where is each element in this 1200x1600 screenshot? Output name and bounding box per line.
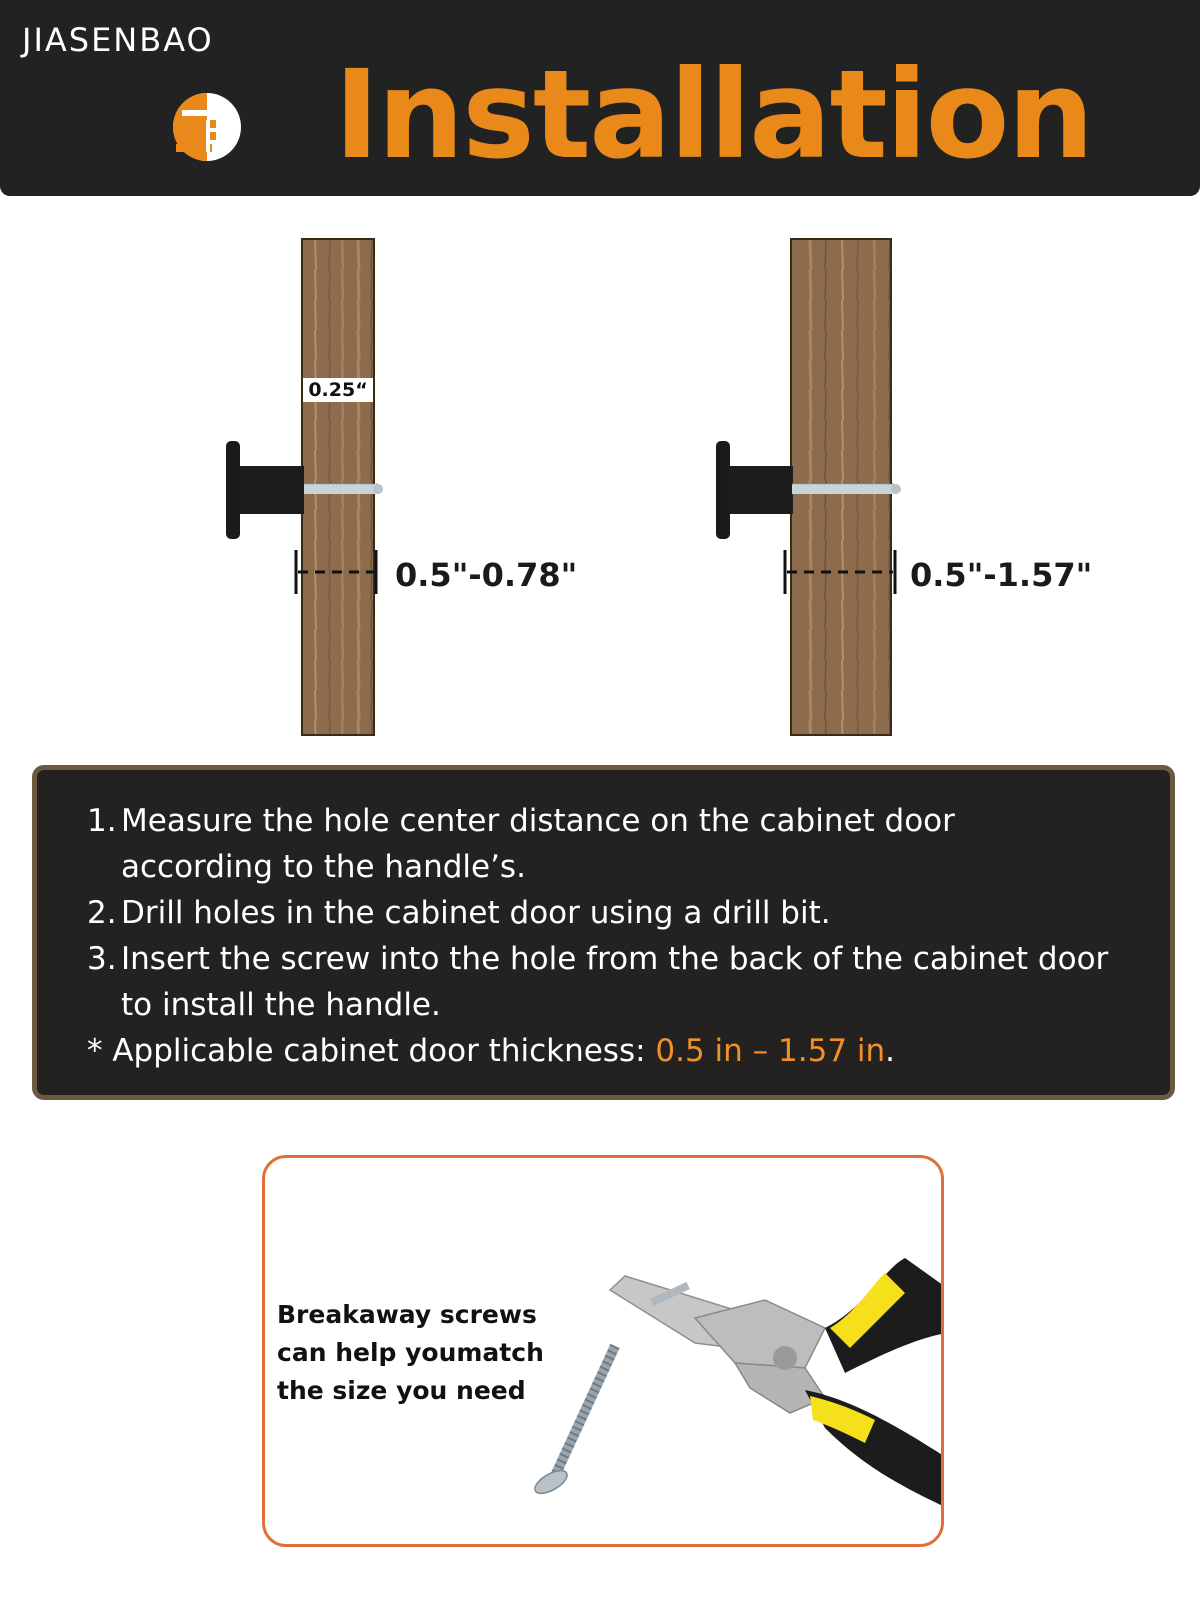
step-text-continued: to install the handle. [121, 987, 441, 1023]
dimension-marker [781, 546, 901, 606]
instructions-panel [32, 765, 1175, 1100]
screw-icon [531, 1346, 615, 1498]
note-suffix: . [885, 1033, 896, 1069]
breakaway-tip-panel [262, 1155, 944, 1547]
thickness-note [87, 1028, 1108, 1074]
tip-line: the size you need [277, 1376, 526, 1405]
step-number: 3. [87, 941, 117, 977]
step-text: Insert the screw into the hole from the back of the cabinet door [121, 941, 1109, 977]
note-highlight: 0.5 in – 1.57 in [655, 1033, 886, 1069]
step-number: 1. [87, 803, 117, 839]
step-item [87, 890, 1108, 936]
step-text: Drill holes in the cabinet door using a drill bit. [121, 895, 831, 931]
brand-logo-text: JIASENBAO [22, 21, 214, 59]
step-number: 2. [87, 895, 117, 931]
step-item [87, 798, 1108, 890]
step-item [87, 936, 1108, 1028]
tip-line: can help youmatch [277, 1338, 544, 1367]
steps-list [87, 798, 1108, 1074]
screw-gap-label: 0.25“ [303, 378, 373, 402]
tip-line: Breakaway screws [277, 1300, 537, 1329]
thickness-label: 0.5"-0.78" [395, 556, 578, 594]
note-text: * Applicable cabinet door thickness: [87, 1033, 656, 1069]
thickness-label: 0.5"-1.57" [910, 556, 1093, 594]
page-title: Installation [334, 44, 1093, 186]
step-text-continued: according to the handle’s. [121, 849, 526, 885]
step-text: Measure the hole center distance on the cabinet door [121, 803, 955, 839]
thick-door-illustration [0, 0, 1200, 740]
pliers-icon [265, 1158, 944, 1547]
